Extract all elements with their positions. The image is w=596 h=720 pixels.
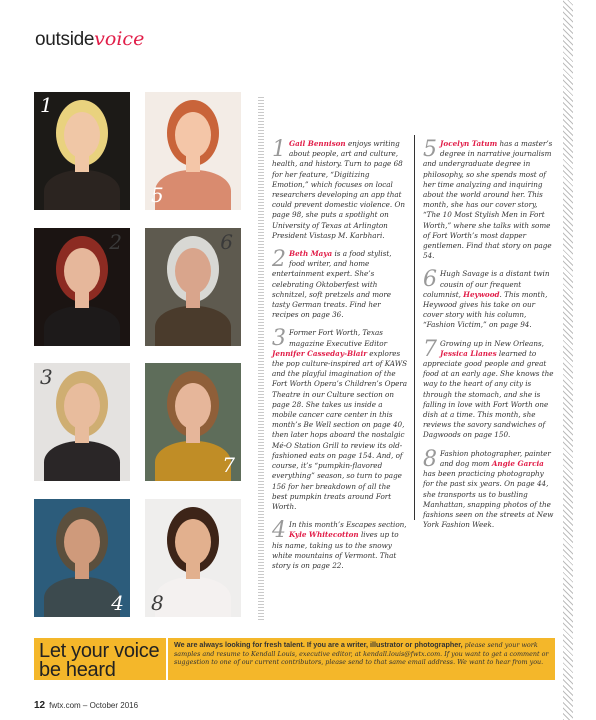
portrait-neck (75, 425, 89, 443)
contributor-photo-1 (34, 92, 130, 210)
page-edge-pattern (563, 0, 573, 720)
contributor-name: Heywood (463, 289, 500, 299)
contributor-photo-2 (34, 228, 130, 346)
portrait-neck (186, 561, 200, 579)
portrait-neck (75, 290, 89, 308)
portrait-neck (186, 290, 200, 308)
contributor-name: Gail Bennison (289, 139, 346, 148)
contributor-photo-7 (145, 363, 241, 481)
contributor-name: Kyle Whitecotton (289, 530, 359, 540)
contributor-name: Jennifer Casseday-Blair (272, 348, 367, 358)
contributor-bio: has been practicing photography for the past six years. On page 44, she transports us to bustling Manhattan, snapping photos of the fashions seen on the streets at New York Fashion Week. (423, 469, 554, 530)
portrait-body (155, 170, 231, 210)
photo-number-label: 3 (40, 365, 53, 389)
contributor-bio: enjoys writing about people, art and culture, health, and history. Turn to page 68 for her feature, “Digitizing Emotion,” which focuses on local researchers developing an app that could prevent domestic violence. On page 98, she puts a spotlight on University of Texas at Arlington President Vistasp M. Karbhari. (272, 139, 405, 240)
portrait-body (44, 441, 120, 481)
column-divider (414, 135, 415, 520)
photo-number-label: 4 (111, 591, 124, 615)
portrait-body (44, 577, 120, 617)
portrait-face (175, 112, 211, 158)
let-your-voice-be-heard-heading: Let your voice be heard (34, 638, 166, 680)
portrait-face (175, 248, 211, 294)
portrait-face (175, 383, 211, 429)
photo-number-label: 7 (222, 453, 235, 477)
contributor-name: Jessica Llanes (440, 348, 497, 358)
contributor-name: Beth Maya (289, 249, 333, 259)
section-header-voice: voice (94, 28, 145, 50)
photo-number-label: 5 (151, 183, 164, 207)
photo-number-label: 6 (220, 230, 233, 254)
portrait-body (44, 170, 120, 210)
contributor-entry-7: 7 Growing up in New Orleans, Jessica Llanes learned to appreciate good people and great food at an early age. She knows the way to the heart of any city is through the stomach, and she is falling in love with Fort Worth one dish at a time. This month, she reviews the savory sandwiches of Dagwoods on page 150. (423, 336, 554, 440)
callout-lead: We are always looking for fresh talent. If you are a writer, illustrator or photographer, (174, 640, 463, 649)
portrait-face (64, 519, 100, 565)
contributors-column-left (272, 139, 408, 579)
column-stripe-decoration (258, 95, 264, 620)
contributor-bio: learned to appreciate good people and great food at an early age. She knows the way to the heart of any city is through the stomach, and she is falling in love with Fort Worth one dish at a time. This month, she reviews the savory sandwiches of Dagwoods on page 150. (423, 348, 554, 440)
contributor-bio-intro: Hugh Savage is a distant twin cousin of our frequent columnist, (423, 269, 550, 299)
contributor-bio-intro: Growing up in New Orleans, (440, 338, 544, 348)
portrait-body (155, 441, 231, 481)
page-footer (34, 700, 138, 711)
contributor-bio-intro: In this month’s Escapes section, (289, 520, 407, 530)
portrait-neck (75, 561, 89, 579)
portrait-face (64, 112, 100, 158)
contributor-bio-intro: Fashion photographer, painter and dog mom (440, 448, 551, 468)
portrait-face (64, 248, 100, 294)
contributor-bio: explores the pop culture-inspired art of KAWS and the playful imagination of the Fort Worth Opera’s Children’s Opera Theatre in our Culture section on page 28. She takes us inside a mobile cancer care center in this month’s Be Well section on page 40, then later hops aboard the nostalgic Mé-O Station Grill to review its old-fashioned eats on page 154. And, of course, it’s “pumpkin-flavored everything” season, so turn to page 156 for her breakdown of all the best pumpkin treats around Fort Worth. (272, 348, 408, 511)
callout-details: please send your work samples and resume to Kendall Louis, executive editor, at kendall.louis@fwtx.com. If you want to get a comment or suggestion to one of our current contributors, please send to that same email address. We want to hear from you. (174, 641, 549, 667)
portrait-face (175, 519, 211, 565)
contributor-name: Jocelyn Tatum (440, 139, 498, 148)
portrait-neck (75, 154, 89, 172)
contributor-photo-3 (34, 363, 130, 481)
photo-number-label: 8 (151, 591, 164, 615)
publication-info: fwtx.com – October 2016 (49, 701, 139, 710)
contributor-bio-intro: Former Fort Worth, Texas magazine Executive Editor (289, 328, 388, 348)
submission-callout (168, 638, 555, 680)
contributor-entry-1: 1 Gail Bennison enjoys writing about people, art and culture, health, and history. Turn to page 68 for her feature, “Digitizing Emotion,” which focuses on local researchers developing an app that could prevent domestic violence. On page 98, she puts a spotlight on University of Texas at Arlington President Vistasp M. Karbhari. (272, 137, 405, 240)
portrait-body (155, 306, 231, 346)
portrait-neck (186, 154, 200, 172)
contributor-photo-5 (145, 92, 241, 210)
photo-number-label: 1 (40, 93, 53, 117)
contributor-name: Angie Garcia (491, 458, 544, 468)
portrait-body (44, 306, 120, 346)
portrait-neck (186, 425, 200, 443)
contributor-bio: lives up to his name, taking us to the snowy white mountains of Vermont. That story is on page 22. (272, 530, 399, 570)
contributor-entry-6: 6 Hugh Savage is a distant twin cousin of our frequent columnist, Heywood. This month, Heywood gives his take on our cover story with his column, “Fashion Victim,” on page 94. (423, 267, 550, 330)
contributor-photo-4 (34, 499, 130, 617)
contributors-column-right (423, 139, 556, 538)
photo-number-label: 2 (109, 230, 122, 254)
contributor-bio: has a master’s degree in narrative journalism and undergraduate degree in philosophy, so she spends most of her time analyzing and inquiring about the world around her. This month, she has our cover story, “The 10 Most Stylish Men in Fort Worth,” where she talks with some of Fort Worth’s most dapper gentlemen. Find that story on page 54. (423, 139, 553, 261)
contributor-photo-8 (145, 499, 241, 617)
section-header (35, 28, 144, 51)
portrait-face (64, 383, 100, 429)
portrait-body (155, 577, 231, 617)
contributor-entry-5: 5 Jocelyn Tatum has a master’s degree in narrative journalism and undergraduate degree in philosophy, so she spends most of her time analyzing and inquiring about the world around her. This month, she has our cover story, “The 10 Most Stylish Men in Fort Worth,” where she talks with some of Fort Worth’s most dapper gentlemen. Find that story on page 54. (423, 137, 553, 261)
contributor-entry-2: 2 Beth Maya is a food stylist, food writer, and home entertainment expert. She’s celebrating Oktoberfest with schnitzel, soft pretzels and more tasty German treats. Find her recipes on page 36. (272, 247, 392, 320)
contributor-entry-8: 8 Fashion photographer, painter and dog mom Angie Garcia has been practicing photography for the past six years. On page 44, she transports us to bustling Manhattan, snapping photos of the fashions seen on the streets at New York Fashion Week. (423, 446, 554, 530)
contributor-entry-3: 3 Former Fort Worth, Texas magazine Executive Editor Jennifer Casseday-Blair explores the pop culture-inspired art of KAWS and the playful imagination of the Fort Worth Opera’s Children’s Opera Theatre in our Culture section on page 28. She takes us inside a mobile cancer care center in this month’s Be Well section on page 40, then later hops aboard the nostalgic Mé-O Station Grill to review its old-fashioned eats on page 154. And, of course, it’s “pumpkin-flavored everything” season, so turn to page 156 for her breakdown of all the best pumpkin treats around Fort Worth. (272, 326, 408, 511)
contributor-photo-6 (145, 228, 241, 346)
contributor-bio: . This month, Heywood gives his take on our cover story with his column, “Fashion Victim,” on page 94. (423, 289, 548, 330)
contributor-entry-4: 4 In this month’s Escapes section, Kyle Whitecotton lives up to his name, taking us to the snowy white mountains of Vermont. That story is on page 22. (272, 518, 407, 570)
section-header-outside: outside (35, 29, 95, 50)
contributor-bio: is a food stylist, food writer, and home entertainment expert. She’s celebrating Oktoberfest with schnitzel, soft pretzels and more tasty German treats. Find her recipes on page 36. (272, 249, 392, 320)
page-number: 12 (34, 700, 46, 711)
